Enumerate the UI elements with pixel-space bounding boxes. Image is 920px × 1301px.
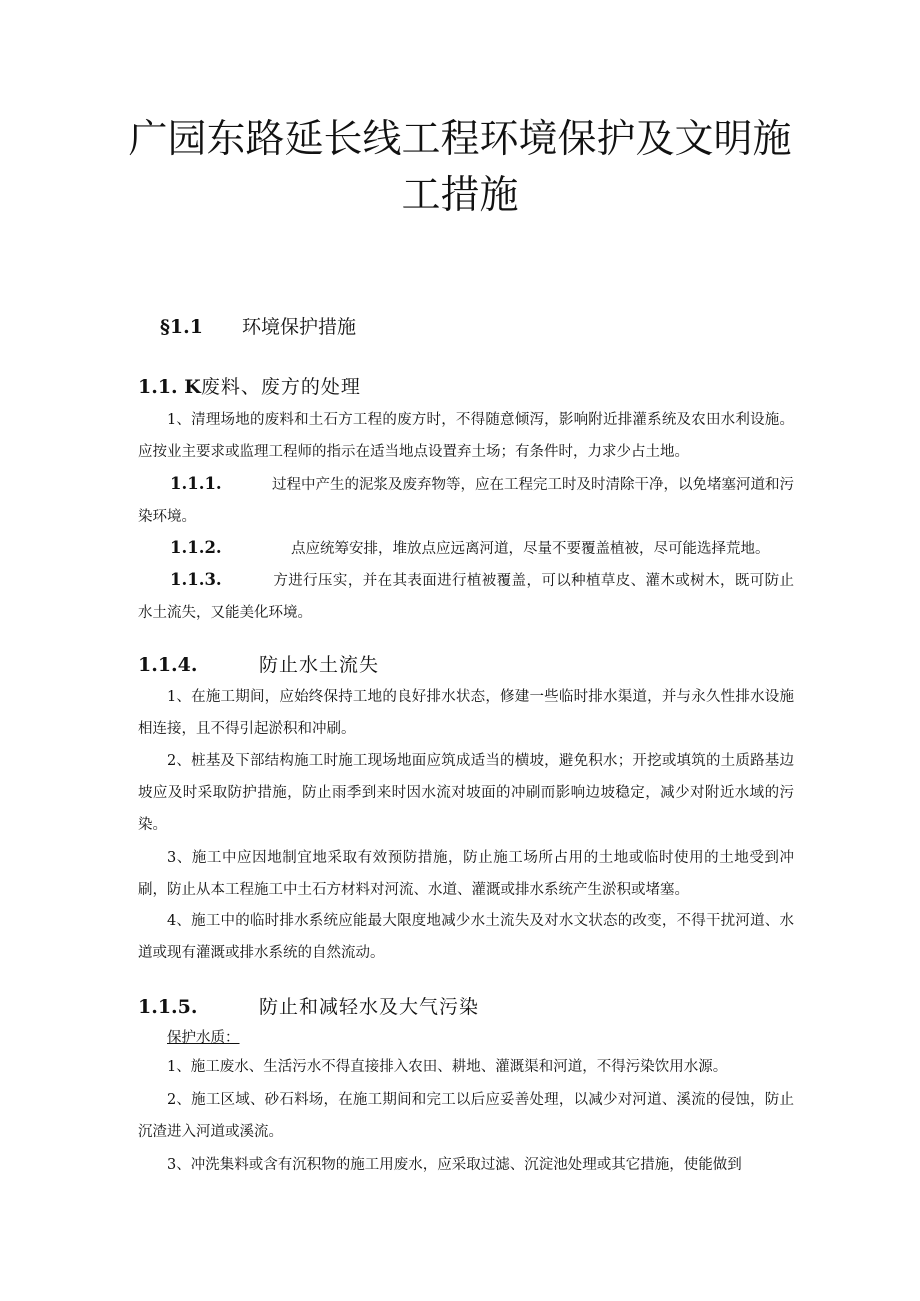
paragraph: 1、清理场地的废料和土石方工程的废方时，不得随意倾泻，影响附近排灌系统及农田水利设施。应按业主要求或监理工程师的指示在适当地点设置弃土场；有条件时，力求少占土地。 xyxy=(138,412,794,460)
paragraph: 2、桩基及下部结构施工时施工现场地面应筑成适当的横坡，避免积水；开挖或填筑的土质路基边坡应及时采取防护措施，防止雨季到来时因水流对坡面的冲刷而影响边坡稳定，减少对附近水域的污染。 xyxy=(138,753,794,833)
item-text: 点应统筹安排，堆放点应远离河道，尽量不要覆盖植被，尽可能选择荒地。 xyxy=(291,541,770,557)
section-number: §1.1 xyxy=(160,316,203,338)
subsection-number: 1.1. K xyxy=(138,376,201,398)
title-line-2: 工措施 xyxy=(401,173,519,218)
numbered-item-1-1-2 xyxy=(138,532,794,565)
paragraph: 4、施工中的临时排水系统应能最大限度地减少水土流失及对水文状态的改变，不得干扰河道、水道或现有灌溉或排水系统的自然流动。 xyxy=(138,913,794,961)
paragraph: 1、施工废水、生活污水不得直接排入农田、耕地、灌溉渠和河道，不得污染饮用水源。 xyxy=(167,1059,728,1075)
section-title: 环境保护措施 xyxy=(242,316,357,338)
item-text: 过程中产生的泥浆及废弃物等，应在工程完工时及时清除干净，以免堵塞河道和污染环境。 xyxy=(138,477,794,525)
item-number: 1.1.1. xyxy=(170,474,222,493)
subsection-heading-pollution xyxy=(138,992,479,1019)
paragraph: 3、施工中应因地制宜地采取有效预防措施，防止施工场所占用的土地或临时使用的土地受到冲刷，防止从本工程施工中土石方材料对河流、水道、灌溉或排水系统产生淤积或堵塞。 xyxy=(138,850,794,898)
item-text: 方进行压实，并在其表面进行植被覆盖，可以种植草皮、灌木或树木，既可防止水土流失，又能美化环境。 xyxy=(138,573,794,621)
document-title xyxy=(90,112,830,224)
paragraph: 3、冲洗集料或含有沉积物的施工用废水，应采取过滤、沉淀池处理或其它措施，使能做到 xyxy=(167,1157,742,1173)
subsection-heading-waste xyxy=(138,372,361,399)
section-heading xyxy=(160,312,356,339)
subsection-title: 防止和减轻水及大气污染 xyxy=(259,996,480,1018)
title-line-1: 广园东路延长线工程环境保护及文明施 xyxy=(128,117,792,162)
paragraph: 1、在施工期间，应始终保持工地的良好排水状态，修建一些临时排水渠道，并与永久性排水设施相连接，且不得引起淤积和冲刷。 xyxy=(138,689,794,737)
paragraph: 2、施工区域、砂石料场，在施工期间和完工以后应妥善处理，以减少对河道、溪流的侵蚀，防止沉渣进入河道或溪流。 xyxy=(138,1092,794,1140)
subsection-number: 1.1.5. xyxy=(138,996,198,1018)
subsection-number: 1.1.4. xyxy=(138,654,198,676)
numbered-item-1-1-1 xyxy=(138,468,794,533)
subsection-title: 防止水土流失 xyxy=(259,654,380,676)
subsection-heading-soil xyxy=(138,650,379,677)
item-number: 1.1.2. xyxy=(170,538,222,557)
subsection-title: 废料、废方的处理 xyxy=(200,376,361,398)
numbered-item-1-1-3 xyxy=(138,564,794,629)
item-number: 1.1.3. xyxy=(170,570,222,589)
water-protection-label: 保护水质： xyxy=(167,1030,240,1046)
